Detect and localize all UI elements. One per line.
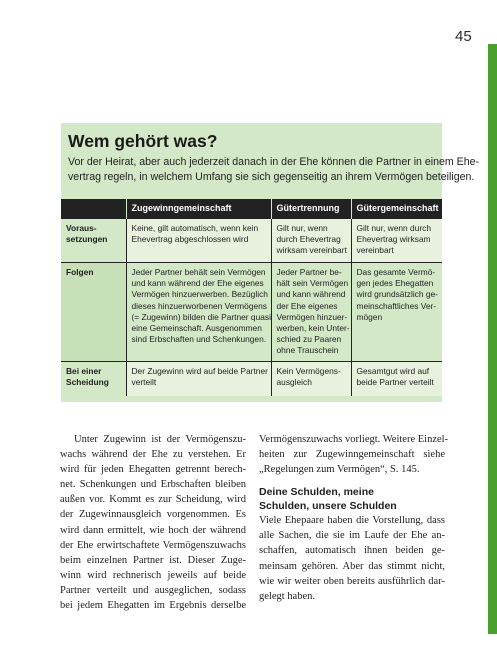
cell-line: Ehevertrag abgeschlossen wird [131, 234, 249, 245]
table-cell [351, 263, 442, 362]
info-box-title: Wem gehört was? [68, 131, 218, 151]
body-line: „Regelungen zum Vermögen“, S. 145. [259, 464, 420, 476]
table-cell [351, 219, 442, 263]
info-box-intro [68, 155, 480, 185]
cell-line: Jeder Partner be- [276, 267, 342, 277]
cell-line: Gilt nur, wenn [276, 223, 328, 233]
cell-line: gen jedes Ehegatten [356, 278, 434, 289]
cell-line: Der Zugewinn wird auf beide Partner [131, 366, 268, 376]
cell-line: Gesamtgut wird auf [356, 366, 430, 376]
subheading-line: Deine Schulden, meine [259, 486, 374, 499]
cell-line: ausgleich [276, 377, 312, 388]
row-label-line: Folgen [66, 267, 94, 277]
table-cell [126, 362, 271, 396]
table-cell [126, 263, 271, 362]
body-line: Unter Zugewinn ist der Vermögenszu- [74, 434, 246, 445]
body-line: wie wir weiter oben bereits ausführlich dar- [259, 575, 445, 587]
cell-line: wird grundsätzlich ge- [356, 289, 438, 300]
header-guetergemeinschaft: Gütergemeinschaft [351, 199, 442, 219]
cell-line: Kein Vermögens- [276, 366, 341, 376]
body-line: Vermögenszuwachs vorliegt. Weitere Einzel- [259, 434, 449, 445]
cell-line: Ehevertrag wirksam [356, 234, 431, 245]
cell-line: eine Gemeinschaft. Ausgenommen [131, 323, 262, 334]
table-cell [271, 263, 351, 362]
body-column-left [60, 432, 246, 613]
body-line: Partner verteilt und ausgeglichen, sodass [60, 584, 246, 596]
green-margin-bar [488, 44, 497, 634]
cell-line: Das gesamte Vermö- [356, 267, 436, 277]
cell-line: verteilt [131, 377, 157, 388]
header-zugewinngemeinschaft: Zugewinngemeinschaft [126, 199, 271, 219]
cell-line: beide Partner verteilt [356, 377, 434, 388]
body-line: der Zugewinnausgleich vorgenommen. Es [60, 509, 246, 521]
table-header-row [61, 199, 442, 219]
row-label-line: Bei einer [66, 366, 102, 376]
cell-line: Vermögen hinzuer- [276, 311, 348, 322]
row-label-line: Scheidung [66, 377, 109, 388]
body-line: bei jedem Ehegatten im Ergebnis derselbe [60, 600, 246, 612]
intro-line: vertrag regeln, in welchem Umfang sie sich gegenseitig an ihrem Vermögen beteiligen. [68, 171, 475, 183]
cell-line: Vermögen hinzuerwerben. Bezüglich [131, 289, 268, 300]
cell-line: dieses hinzuerworbenen Vermögens [131, 300, 267, 311]
cell-line: und kann während [276, 289, 346, 300]
table-row-voraussetzungen [61, 219, 442, 263]
page-number: 45 [455, 28, 472, 45]
cell-line: sind Erbschaften und Schenkungen. [131, 334, 267, 345]
table-cell [271, 362, 351, 396]
cell-line: Gilt nur, wenn durch [356, 223, 431, 233]
cell-line: der Ehe eigenes [276, 300, 338, 311]
row-label [61, 263, 126, 362]
cell-line: ohne Trauschein [276, 345, 339, 356]
cell-line: und kann während der Ehe eigenes [131, 278, 264, 289]
header-empty [61, 199, 126, 219]
row-label-line: Voraus- [66, 223, 97, 233]
body-line: außen vor. Kommt es zur Scheidung, wird [60, 494, 246, 506]
cell-line: meinschaftliches Ver- [356, 300, 437, 311]
body-line: wird dann ermittelt, wie hoch der während [60, 524, 246, 536]
body-line: wachs während der Ehe zu verstehen. Er [60, 449, 246, 461]
body-line: schaffen, automatisch ihnen beiden ge- [259, 545, 445, 557]
body-column-right [259, 432, 449, 604]
body-line: net. Schenkungen und Erbschaften bleiben [60, 479, 246, 491]
body-line: winn wird rechnerisch jeweils auf beide [60, 569, 246, 581]
cell-line: (= Zugewinn) bilden die Partner quasi [131, 311, 271, 322]
cell-line: hält sein Vermögen [276, 278, 349, 289]
body-line: alle Sachen, die sie im Laufe der Ehe an- [259, 530, 445, 542]
cell-line: Keine, gilt automatisch, wenn kein [131, 223, 259, 233]
body-line: beim einzelnen Partner ist. Dieser Zuge- [60, 554, 246, 566]
header-guetertrennung: Gütertrennung [271, 199, 351, 219]
body-line: gelegt haben. [259, 590, 315, 602]
cell-line: vereinbart [356, 245, 394, 256]
body-line: wird für jeden Ehegatten getrennt berech- [60, 464, 246, 476]
subheading-line: Schulden, unsere Schulden [259, 499, 397, 512]
cell-line: mögen [356, 311, 383, 322]
paragraph-gap [259, 477, 445, 486]
table-row-scheidung [61, 362, 442, 396]
row-label-line: setzungen [66, 234, 108, 245]
table-cell [271, 219, 351, 263]
cell-line: wirksam vereinbart [276, 245, 347, 256]
row-label [61, 219, 126, 263]
cell-line: werben, kein Unter- [276, 323, 350, 334]
cell-line: Jeder Partner behält sein Vermögen [131, 267, 266, 277]
row-label [61, 362, 126, 396]
intro-line: Vor der Heirat, aber auch jederzeit danach in der Ehe können die Partner in einem Ehe- [68, 156, 480, 168]
table-cell [126, 219, 271, 263]
property-regimes-table [61, 199, 442, 396]
table-row-folgen [61, 263, 442, 362]
body-line: Viele Ehepaare haben die Vorstellung, dass [259, 515, 445, 527]
body-line: heiten zur Zugewinngemeinschaft siehe [259, 449, 445, 461]
body-line: der Ehe erwirtschaftete Vermögenszuwachs [60, 539, 246, 551]
cell-line: durch Ehevertrag [276, 234, 341, 245]
table-cell [351, 362, 442, 396]
cell-line: schied zu Paaren [276, 334, 342, 345]
body-line: meinsam gehören. Aber das stimmt nicht, [259, 560, 445, 572]
